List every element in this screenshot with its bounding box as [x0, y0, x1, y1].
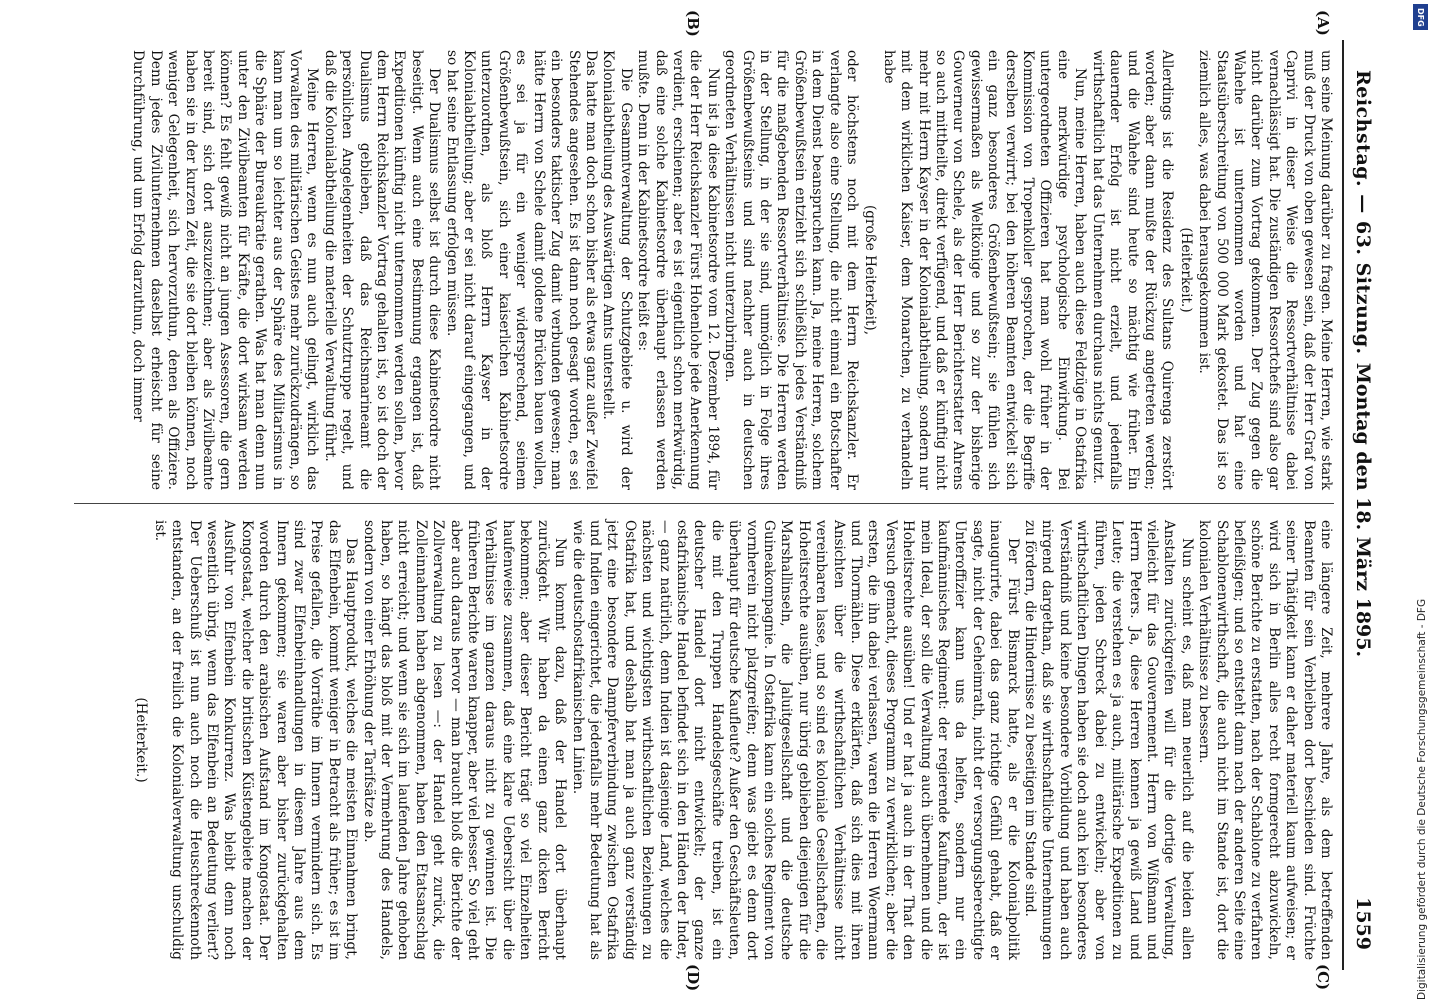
column-divider [74, 503, 1334, 504]
paragraph: Der Dualismus selbst ist durch diese Kabinetsordre nicht beseitigt. Wenn auch eine Bestimmung ergangen ist, daß Expeditionen künftig nicht unternommen werden sollen, bevor dem Herrn Reichskanzler Vortrag gehalten ist, so ist doch der Dualismus geblieben, daß das Reichsmarineamt die persönlichen Angelegenheiten der Schutztruppe regelt, und daß die Kolonialabtheilung die materielle Verwaltung führt. [321, 50, 443, 490]
paragraph: eine längere Zeit, mehrere Jahre, als dem betreffenden Beamten für sein Verbleiben dort beschieden sind. Früchte seiner Thätigkeit kann er daher materiell kaum aufweisen; er wird sich in Berlin alles recht formgerecht abzuwickeln, schöne Berichte zu erstatten, nach der Schablone zu verfahren befleißigen; und so entsteht dann nach der anderen Seite eine Schablonenwirthschaft, die auch nicht im Stande ist, dort die kolonialen Verhältnisse zu bessern. [1196, 520, 1334, 960]
dfg-logo: DFG [1413, 4, 1428, 30]
paragraph: Meine Herren, wenn es nun auch gelingt, wirklich das Vorwalten des militärischen Geistes mehr zurückzudrängen, so kann man um so leichter aus der Sphäre des Militarismus in die Sphäre der Bureaukratie gerathen. Was hat man denn nun unter den Zivilbeamten für Kräfte, die dort wirksam werden können? Es fehlt gewiß nicht an jungen Assessoren, die gern bereit sind, sich dort auszuzeichnen; aber als Zivilbeamte haben sie in der kurzen Zeit, die sie dort bleiben können, noch weniger Gelegenheit, sich hervorzuthun, denen als Offiziere. Denn jedes Zivilunternehmen daselbst erheischt für seine Durchführung, und um Erfolg darzuthun, doch immer [130, 50, 321, 490]
header-page-number: 1559 [1352, 897, 1374, 950]
header-session: Reichstag. — 63. Sitzung. [1352, 70, 1374, 355]
right-text-column [131, 520, 1334, 960]
header-rule [1342, 40, 1344, 970]
paragraph: Der Fürst Bismarck hatte, als er die Kolonialpolitik inaugurirte, dabei das ganz richtige Gefühl gehabt, daß er sagte, nicht der Geheimrath, nicht der versorgungsberechtigte Unteroffizier kann uns da helfen, sondern nur ein kaufmännisches Regiment: der regierende Kaufmann, der ist mein Ideal, der soll die Verwaltung auch übernehmen und die Hoheitsrechte ausüben! Und er hat ja auch in der That den Versuch gemacht, dieses Programm zu verwirklichen; aber die ersten, die ihn dabei verlassen, waren die Herren Woermann und Thormählen. Diese erklärten, daß sich dies mit ihren Ansichten über die wirthschaftlichen Verhältnisse nicht vereinbaren lasse, und so sind es koloniale Gesellschaften, die Hoheitsrechte ausüben, nur übrig geblieben diejenigen für die Marshallinseln, die Jaluitgesellschaft und die deutsche Guineakompagnie. In Ostafrika kann ein solches Regiment von vornherein nicht platzgreifen; denn was giebt es denn dort überhaupt für deutsche Kaufleute? Außer den Geschäftsleuten, die mit den Truppen Handelsgeschäfte treiben, ist ein deutscher Handel dort nicht entwickelt; der ganze ostafrikanische Handel befindet sich in den Händen der Inder, — ganz natürlich, denn Indien ist dasjenige Land, welches die nächsten und wichtigsten wirthschaftlichen Beziehungen zu Ostafrika hat, und deshalb hat man ja auch ganz verständig jetzt eine besondere Dampferverbindung zwischen Ostafrika und Indien eingerichtet, die jedenfalls mehr Bedeutung hat als wie die deutschostafrikanischen Linien. [569, 520, 1021, 960]
section-marker-a: (A) [1314, 10, 1332, 36]
paragraph: Nun kommt dazu, daß der Handel dort überhaupt zurückgeht. Wir haben da einen ganz dicken Bericht bekommen; aber dieser Bericht trägt so viel Einzelheiten haufenweise zusammen, daß eine klare Uebersicht über die Verhältnisse im ganzen daraus nicht zu gewinnen ist. Die früheren Berichte waren knapper, aber viel besser. So viel geht aber auch daraus hervor — man braucht bloß die Berichte der Zollverwaltung zu lesen —: der Handel geht zurück, die Zolleinnahmen haben abgenommen, haben den Etatsanschlag nicht erreicht; und wenn sie sich im laufenden Jahre gehoben haben, so hängt das bloß mit der Vermehrung des Handels, sondern von einer Erhöhung der Tarifsätze ab. [360, 520, 569, 960]
page-header [1344, 40, 1384, 980]
section-marker-d: (D) [684, 964, 702, 992]
parliament-reaction: (Heiterkeit.) [133, 697, 150, 783]
paragraph: Das hatte man doch schon bisher als etwas ganz außer Zweifel Stehendes angesehen. Es ist dann noch gesagt worden, es sei ein besonders taktischer Zug damit verbunden gewesen; man hätte Herrn von Schele damit goldene Brücken bauen wollen, es sei ja für ein weniger widersprechend, seinem Größenbewußtsein, sich einer kaiserlichen Kabinetsordre unterzuordnen, als bloß Herrn Kayser in der Kolonialabtheilung; aber er sei nicht darauf eingegangen, und so hat seine Entlassung erfolgen müssen. [443, 50, 599, 490]
paragraph: um seine Meinung darüber zu fragen. Meine Herren, wie stark muß der Druck von oben gewesen sein, daß der Herr Graf von Caprivi in dieser Weise die Ressortverhältnisse dabei vernachlässigt hat. Die zuständigen Ressortchefs sind also gar nicht darüber zum Vortrag gekommen. Der Zug gegen die Wahehe ist unternommen worden und hat eine Staatsüberschreitung von 500 000 Mark gekostet. Das ist so ziemlich alles, was dabei herausgekommen ist. [1196, 50, 1334, 490]
paragraph: oder höchstens noch mit dem Herrn Reichskanzler. Er verlangte also eine Stellung, die nicht einmal ein Botschafter in dem Dienst beanspruchen kann. Ja, meine Herren, solchem Größenbewußtsein entzieht sich schließlich jedes Verständniß für die maßgebenden Ressortverhältnisse. Die Herren werden in der Stellung, in der sie sind, unmöglich in Folge ihres Größenbewußtseins und sind nachher auch in deutschen geordneten Verhältnissen nicht unterzubringen. [722, 50, 861, 490]
paragraph: Die Gesammtverwaltung der Schutzgebiete u. wird der Kolonialabtheilung des Auswärtigen Amts unterstellt. [600, 50, 634, 490]
paragraph: Nun ist ja diese Kabinetsordre vom 12. Dezember 1894, für die der Herr Reichskanzler Fürst Hohenlohe jede Anerkennung verdient, erschienen; aber es ist eigentlich schon merkwürdig, daß eine solche Kabinetsordre überhaupt erlassen werden mußte. Denn in der Kabinetsordre heißt es: [635, 50, 721, 490]
paragraph: Allerdings ist die Residenz des Sultans Quirenga zerstört worden; aber dann mußte der Rückzug angetreten werden; und die Wahehe sind heute so mächtig wie früher. Ein dauernder Erfolg ist nicht erzielt, und jedenfalls wirthschaftlich hat das Unternehmen durchaus nichts genutzt. [1089, 50, 1176, 490]
paragraph: Das Hauptprodukt, welches die meisten Einnahmen bringt, das Elfenbein, kommt weniger in Betracht als früher; es ist im Preise gefallen, die Vorräthe im Innern vermindern sich. Es sind zwar Elfenbeinhandlungen in diesem Jahre aus dem Innern gekommen; sie waren aber bisher zurückgehalten worden durch den arabischen Aufstand im Kongostaat. Der Kongostaat, welcher die britischen Küstengebiete machen der Ausfuhr von Elfenbein Konkurrenz. Was bleibt denn noch wesentlich übrig, wenn das Elfenbein an Bedeutung verliert? Der Ueberschuß ist nun auch noch die Heuschreckennoth entstanden, an der freilich die Kolonialverwaltung unschuldig ist. [151, 520, 360, 960]
dfg-credit-text: Digitalisierung gefördert durch die Deutsche Forschungsgemeinschaft - DFG [1416, 598, 1428, 1000]
paragraph: Nun, meine Herren, haben auch diese Feldzüge in Ostafrika eine merkwürdige psychologische Einwirkung. Bei untergeordneten Offizieren hat man wohl früher in der Kommission von Tropenkoller gesprochen, der die Begriffe derselben verwirrt; bei den höheren Beamten entwickelt sich ein ganz besonderes Größenbewußtsein; sie fühlen sich gewissermaßen als Weltkönige und so zur der bisherige Gouverneur von Schele, als der Herr Berichterstatter Ahrens so auch mittheilte, direkt verfügend, und daß er künftig nicht mehr mit Herrn Kayser in der Kolonialabtheilung, sondern nur mit dem wirklichen Kaiser, dem Monarchen, zu verhandeln habe [880, 50, 1089, 490]
parliament-reaction: (Heiterkeit.) [1177, 227, 1194, 313]
section-marker-b: (B) [684, 10, 702, 37]
left-text-column [129, 50, 1334, 490]
parliament-reaction: (große Heiterkeit), [862, 204, 879, 336]
header-date: Montag den 18. März 1895. [1352, 362, 1374, 658]
paragraph: Nun scheint es, daß man neuerlich auf die beiden allen Anstalten zurückgreifen will für die dortige Verwaltung, vielleicht für das Gouvernement. Herrn von Wißmann und Herrn Peters. Ja, diese Herren kennen ja gewiß Land und Leute; die verstehen es ja auch, militärische Expeditionen zu führen, jeden Schreck dabei zu entwickeln; aber von wirthschaftlichen Dingen haben sie doch auch kein besonderes Verständniß und keine besondere Vorbildung und haben auch nirgend dargethan, daß sie wirthschaftliche Unternehmungen zu fördern, die Hindernisse zu beseitigen im Stande sind. [1022, 520, 1195, 960]
section-marker-c: (C) [1314, 964, 1332, 991]
